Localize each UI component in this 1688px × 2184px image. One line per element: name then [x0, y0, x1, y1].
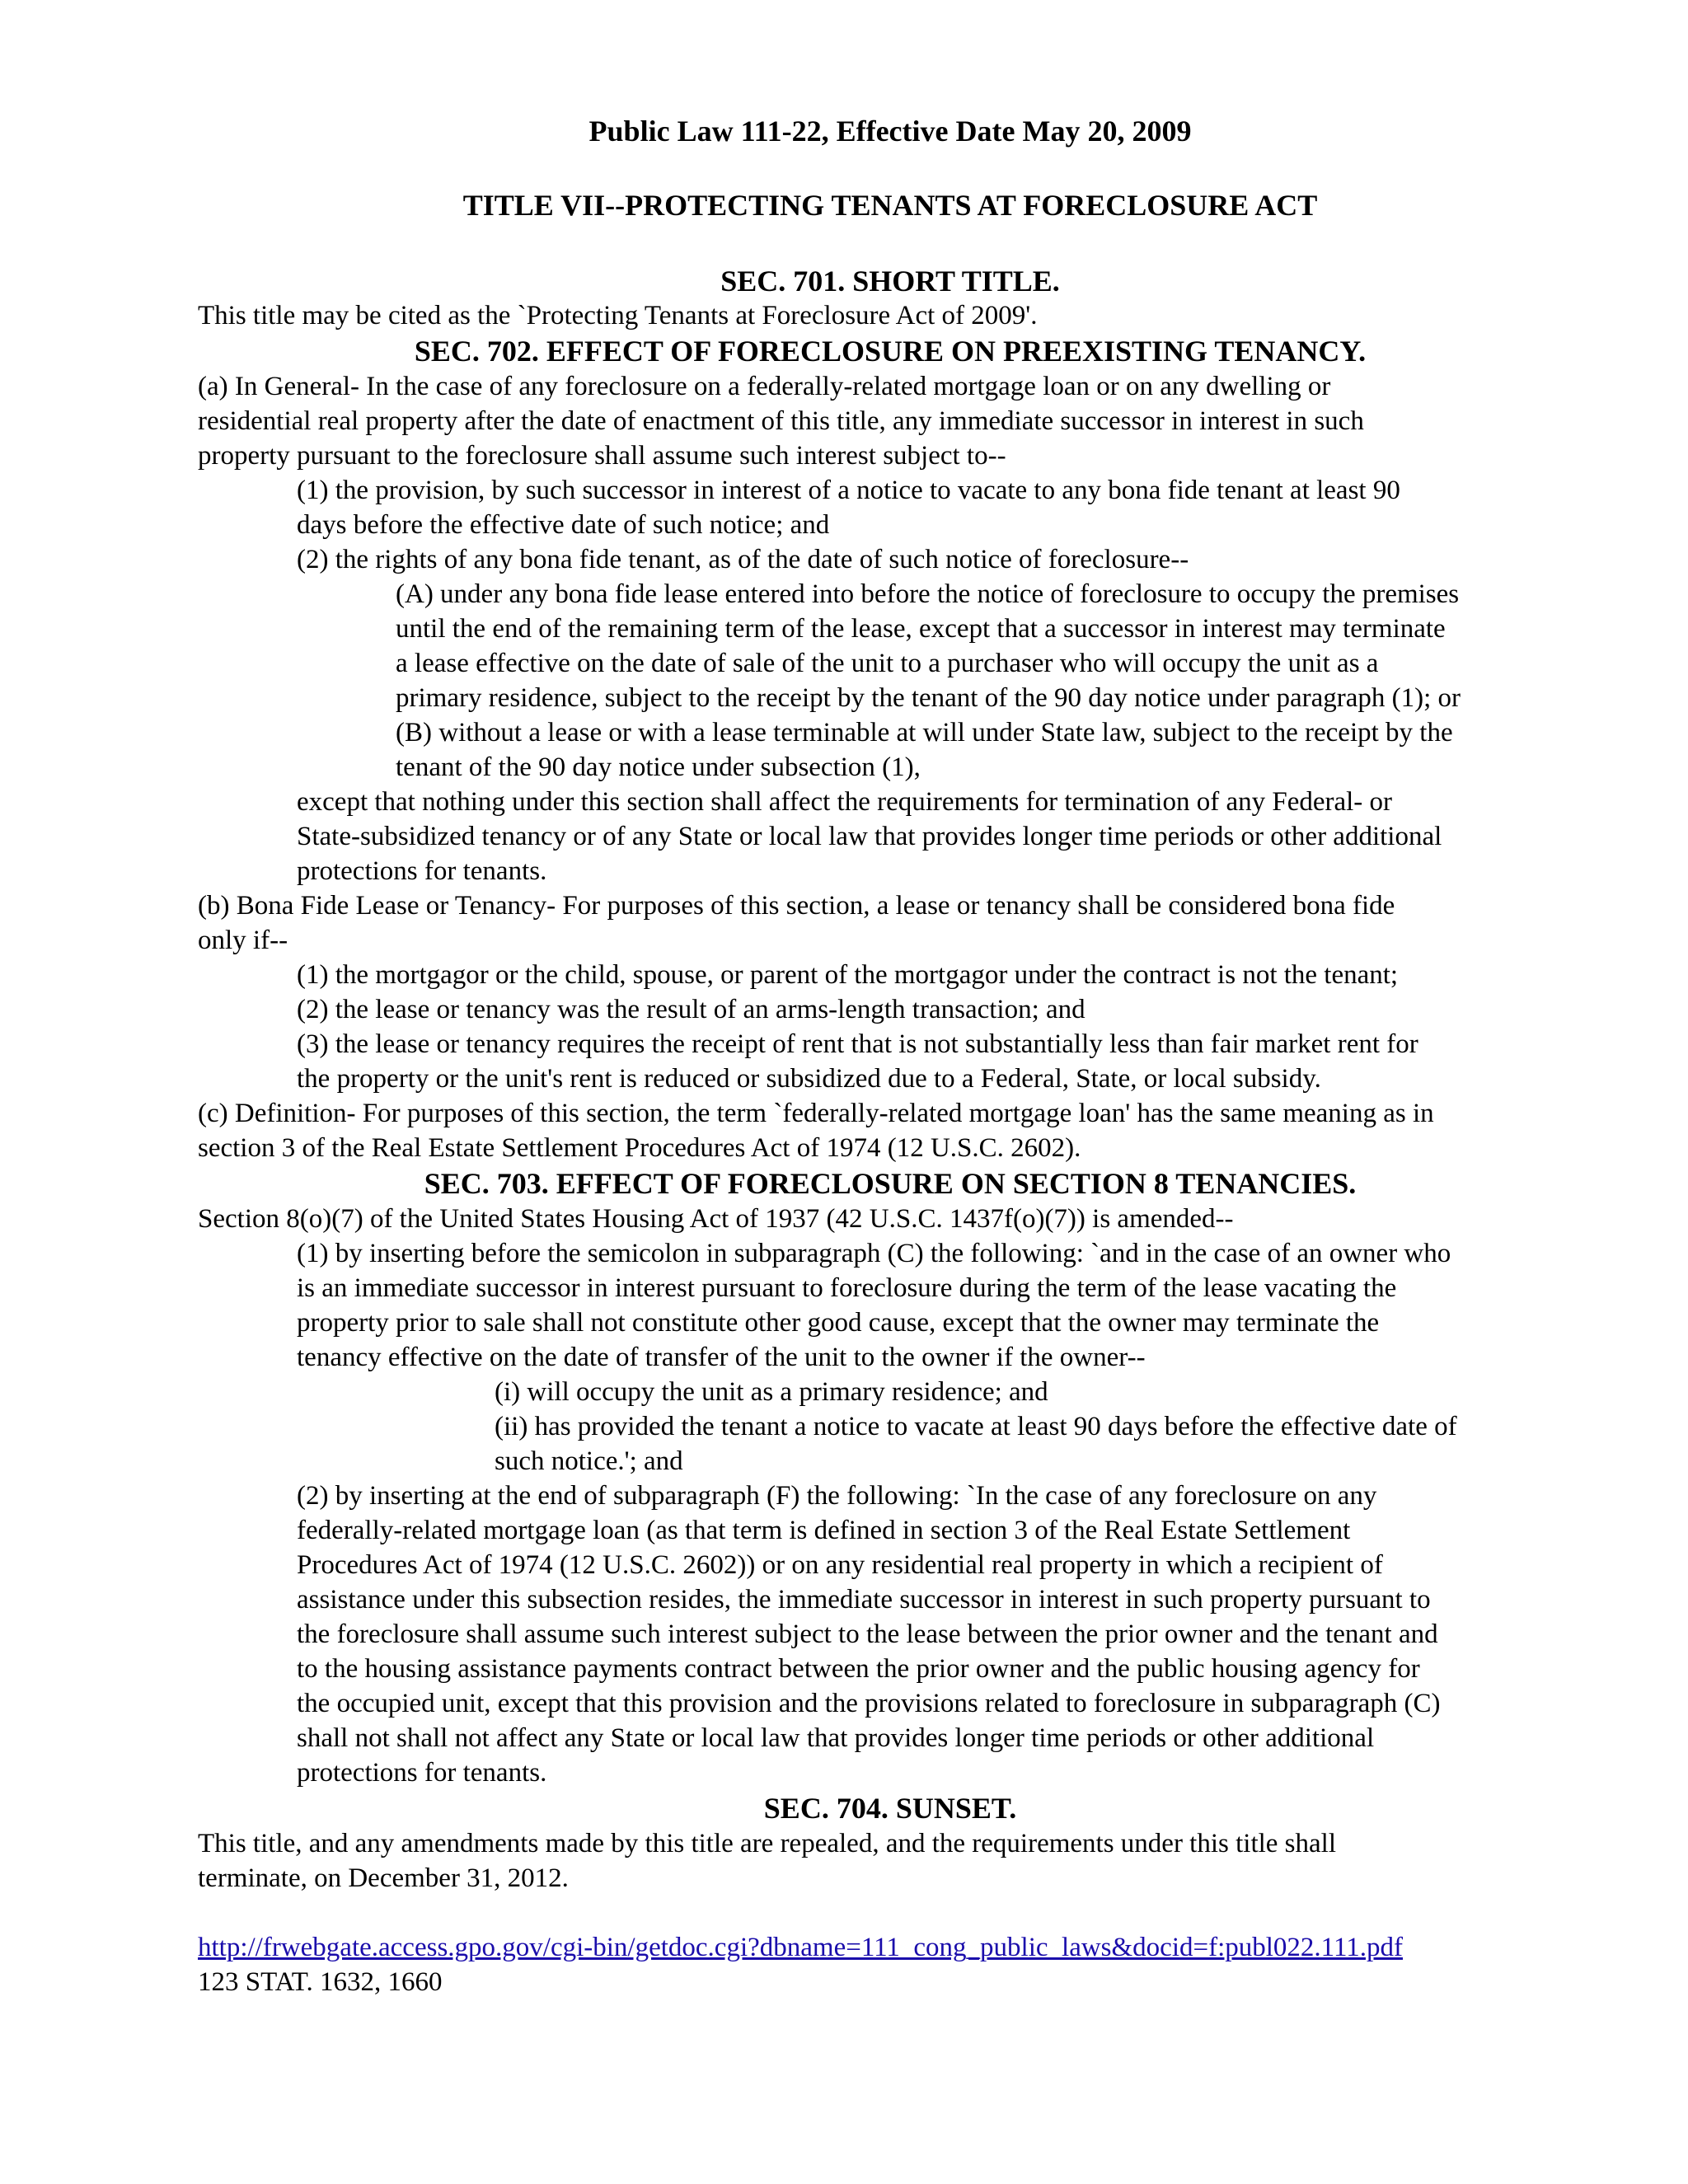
text-line: This title, and any amendments made by this title are repealed, and the requirements under this title shall — [198, 1829, 1337, 1858]
document-page — [198, 114, 1582, 1999]
text-line: (B) without a lease or with a lease terminable at will under State law, subject to the receipt by the — [396, 718, 1453, 748]
sec703-body — [198, 1202, 1582, 1790]
text-line: protections for tenants. — [297, 1758, 547, 1788]
sec702-subsection-c — [198, 1096, 1582, 1165]
text-line: State-subsidized tenancy or of any State or local law that provides longer time periods or other additional — [297, 822, 1442, 851]
statute-citation: 123 STAT. 1632, 1660 — [198, 1967, 443, 1997]
text-line: except that nothing under this section shall affect the requirements for termination of any Federal- or — [297, 787, 1393, 817]
text-line: terminate, on December 31, 2012. — [198, 1863, 569, 1893]
text-line: section 3 of the Real Estate Settlement Procedures Act of 1974 (12 U.S.C. 2602). — [198, 1133, 1081, 1163]
text-line: until the end of the remaining term of the lease, except that a successor in interest may terminate — [396, 614, 1446, 644]
sec704-heading: SEC. 704. SUNSET. — [763, 1792, 1017, 1825]
text-line: the property or the unit's rent is reduced or subsidized due to a Federal, State, or local subsidy. — [297, 1064, 1321, 1094]
text-line: a lease effective on the date of sale of the unit to a purchaser who will occupy the unit as a — [396, 649, 1379, 678]
text-line: (i) will occupy the unit as a primary residence; and — [495, 1377, 1048, 1407]
text-line: to the housing assistance payments contract between the prior owner and the public housing agency for — [297, 1654, 1420, 1684]
text-line: protections for tenants. — [297, 856, 547, 886]
title-heading: TITLE VII--PROTECTING TENANTS AT FORECLOSURE ACT — [462, 189, 1318, 222]
text-line: only if-- — [198, 926, 288, 955]
text-line: (b) Bona Fide Lease or Tenancy- For purposes of this section, a lease or tenancy shall be considered bona fide — [198, 891, 1395, 921]
text-line: primary residence, subject to the receipt by the tenant of the 90 day notice under paragraph (1); or — [396, 683, 1461, 713]
text-line: the foreclosure shall assume such interest subject to the lease between the prior owner and the tenant and — [297, 1619, 1438, 1649]
sec702-subsection-a — [198, 369, 1582, 888]
text-line: property pursuant to the foreclosure shall assume such interest subject to-- — [198, 441, 1006, 471]
sec702-subsection-b — [198, 888, 1582, 1096]
text-line: is an immediate successor in interest pursuant to foreclosure during the term of the lease vacating the — [297, 1273, 1397, 1303]
text-line: residential real property after the date of enactment of this title, any immediate successor in interest in such — [198, 406, 1364, 436]
sec701-heading: SEC. 701. SHORT TITLE. — [720, 265, 1060, 298]
text-line: (2) by inserting at the end of subparagraph (F) the following: `In the case of any foreclosure on any — [297, 1481, 1377, 1511]
sec703-heading: SEC. 703. EFFECT OF FORECLOSURE ON SECTION 8 TENANCIES. — [424, 1167, 1357, 1200]
text-line: (a) In General- In the case of any foreclosure on a federally-related mortgage loan or on any dwelling or — [198, 372, 1331, 401]
text-line: (ii) has provided the tenant a notice to vacate at least 90 days before the effective date of — [495, 1412, 1457, 1441]
sec702-heading: SEC. 702. EFFECT OF FORECLOSURE ON PREEXISTING TENANCY. — [414, 335, 1367, 368]
source-link[interactable]: http://frwebgate.access.gpo.gov/cgi-bin/getdoc.cgi?dbname=111_cong_public_laws&docid=f:publ022.111.pdf — [198, 1933, 1403, 1962]
text-line: federally-related mortgage loan (as that term is defined in section 3 of the Real Estate Settlement — [297, 1516, 1351, 1545]
text-line: tenant of the 90 day notice under subsection (1), — [396, 752, 921, 782]
text-line: (2) the rights of any bona fide tenant, as of the date of such notice of foreclosure-- — [297, 545, 1189, 574]
document-heading: Public Law 111-22, Effective Date May 20, 2009 — [588, 115, 1192, 148]
text-line: (c) Definition- For purposes of this section, the term `federally-related mortgage loan' has the same meaning as in — [198, 1099, 1434, 1128]
text-line: Procedures Act of 1974 (12 U.S.C. 2602)) or on any residential real property in which a recipient of — [297, 1550, 1383, 1580]
text-line: (2) the lease or tenancy was the result of an arms-length transaction; and — [297, 995, 1085, 1024]
text-line: assistance under this subsection resides, the immediate successor in interest in such property pursuant to — [297, 1585, 1431, 1615]
spacer — [198, 1896, 1582, 1930]
text-line: (1) the mortgagor or the child, spouse, or parent of the mortgagor under the contract is not the tenant; — [297, 960, 1399, 990]
sec704-body — [198, 1826, 1582, 1896]
text-line: shall not shall not affect any State or local law that provides longer time periods or other additional — [297, 1723, 1375, 1753]
text-line: (1) by inserting before the semicolon in subparagraph (C) the following: `and in the case of an owner who — [297, 1239, 1451, 1268]
text-line: (3) the lease or tenancy requires the receipt of rent that is not substantially less than fair market rent for — [297, 1029, 1418, 1059]
text-line: (A) under any bona fide lease entered into before the notice of foreclosure to occupy the premises — [396, 579, 1460, 609]
text-line: the occupied unit, except that this provision and the provisions related to foreclosure in subparagraph (C) — [297, 1689, 1441, 1718]
text-line: (1) the provision, by such successor in interest of a notice to vacate to any bona fide tenant at least 90 — [297, 476, 1400, 505]
text-line: such notice.'; and — [495, 1446, 683, 1476]
sec701-text: This title may be cited as the `Protecting Tenants at Foreclosure Act of 2009'. — [198, 301, 1038, 330]
text-line: days before the effective date of such notice; and — [297, 510, 830, 540]
text-line: Section 8(o)(7) of the United States Housing Act of 1937 (42 U.S.C. 1437f(o)(7)) is amended-- — [198, 1204, 1234, 1234]
text-line: property prior to sale shall not constitute other good cause, except that the owner may terminate the — [297, 1308, 1380, 1338]
source-link-line — [198, 1930, 1582, 1965]
text-line: tenancy effective on the date of transfer of the unit to the owner if the owner-- — [297, 1343, 1146, 1372]
